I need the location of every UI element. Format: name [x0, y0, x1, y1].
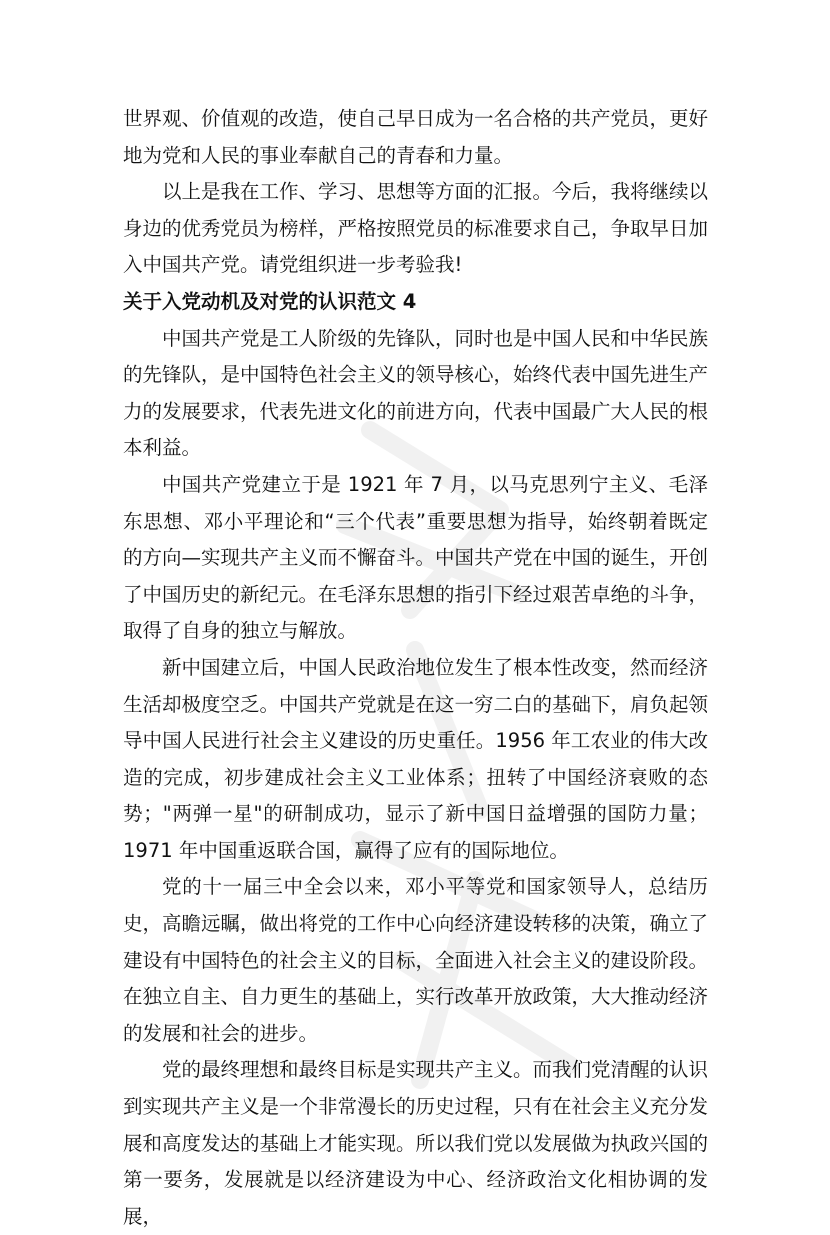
paragraph-intro-1: 世界观、价值观的改造，使自己早日成为一名合格的共产党员，更好地为党和人民的事业奉献自己的青春和力量。 [123, 107, 709, 167]
paragraph-intro-2: 以上是我在工作、学习、思想等方面的汇报。今后，我将继续以身边的优秀党员为榜样，严格按照党员的标准要求自己，争取早日加入中国共产党。请党组织进一步考验我! [123, 180, 709, 277]
paragraph-4: 党的十一届三中全会以来，邓小平等党和国家领导人，总结历史，高瞻远瞩，做出将党的工作中心向经济建设转移的决策，确立了建设有中国特色的社会主义的目标，全面进入社会主义的建设阶段。在独立自主、自力更生的基础上，实行改革开放政策，大大推动经济的发展和社会的进步。 [123, 875, 709, 1045]
paragraph-3: 新中国建立后，中国人民政治地位发生了根本性改变，然而经济生活却极度空乏。中国共产党就是在这一穷二白的基础下，肩负起领导中国人民进行社会主义建设的历史重任。1956 年工农业的伟大改造的完成，初步建成社会主义工业体系；扭转了中国经济衰败的态势；"两弹一星"的研制成功，显示了新中国日益增强的国防力量；1971 年中国重返联合国，赢得了应有的国际地位。 [123, 655, 709, 862]
document-body [123, 101, 708, 1235]
paragraph-1: 中国共产党是工人阶级的先锋队，同时也是中国人民和中华民族的先锋队，是中国特色社会主义的领导核心，始终代表中国先进生产力的发展要求，代表先进文化的前进方向，代表中国最广大人民的根本利益。 [123, 326, 709, 460]
paragraph-5: 党的最终理想和最终目标是实现共产主义。而我们党清醒的认识到实现共产主义是一个非常漫长的历史过程，只有在社会主义充分发展和高度发达的基础上才能实现。所以我们党以发展做为执政兴国的第一要务，发展就是以经济建设为中心、经济政治文化相协调的发展， [123, 1058, 709, 1228]
section-heading: 关于入党动机及对党的认识范文 4 [123, 289, 417, 313]
paragraph-2: 中国共产党建立于是 1921 年 7 月，以马克思列宁主义、毛泽东思想、邓小平理论和“三个代表”重要思想为指导，始终朝着既定的方向—实现共产主义而不懈奋斗。中国共产党在中国的诞生，开创了中国历史的新纪元。在毛泽东思想的指引下经过艰苦卓绝的斗争，取得了自身的独立与解放。 [123, 472, 709, 643]
